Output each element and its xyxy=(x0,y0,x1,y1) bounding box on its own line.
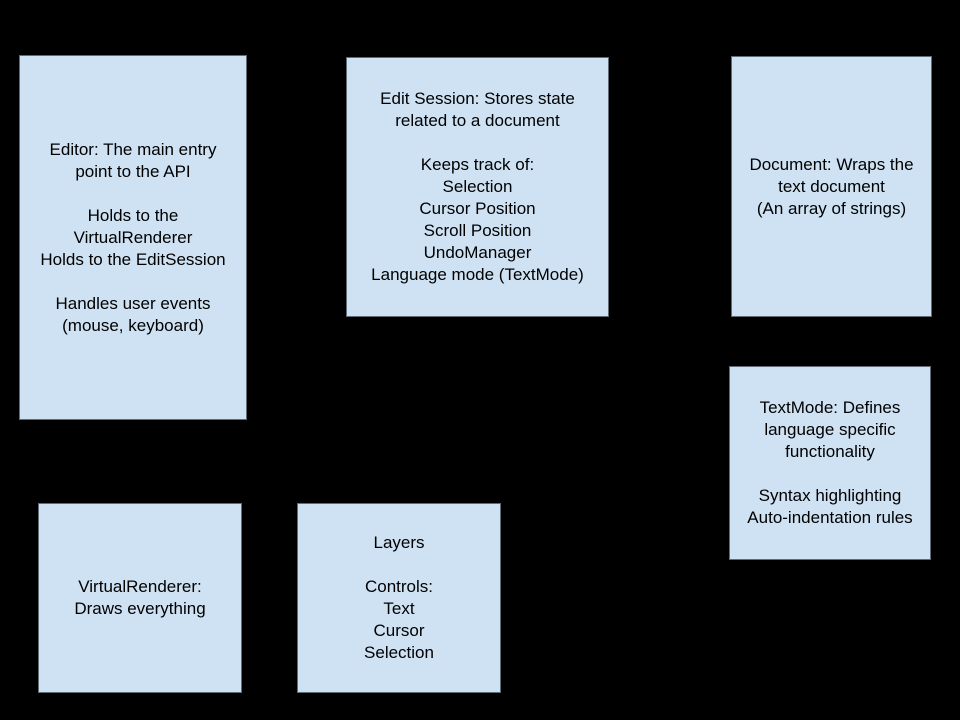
node-text-line: Auto-indentation rules xyxy=(747,508,913,527)
node-text-line: Keeps track of: xyxy=(420,155,535,174)
node-text-line: Selection xyxy=(442,177,513,196)
node-text-line: UndoManager xyxy=(423,243,532,262)
node-text-line xyxy=(347,132,608,154)
node-text-line: Handles user events xyxy=(55,293,211,313)
node-text-line: Edit Session: Stores state xyxy=(380,89,575,108)
node-text-line: Draws everything xyxy=(74,599,206,618)
node-text-line: text document xyxy=(778,176,885,196)
node-text-line: Document: Wraps the xyxy=(749,154,914,174)
node-text-line xyxy=(730,463,930,485)
node-text-line: related to a document xyxy=(395,111,560,130)
node-text-line: Syntax highlighting xyxy=(758,486,902,505)
node-text-line: functionality xyxy=(785,442,875,461)
node-text-line: Cursor Position xyxy=(419,199,536,218)
node-text-line: Cursor xyxy=(373,621,425,640)
node-text-line: language specific xyxy=(764,420,896,439)
node-text-line: point to the API xyxy=(75,161,191,181)
node-text-line xyxy=(20,271,246,293)
node-text-line xyxy=(20,183,246,205)
node-text-line: (mouse, keyboard) xyxy=(62,315,204,335)
node-text-line: Holds to the xyxy=(87,205,179,225)
node-edit-session xyxy=(346,57,609,317)
node-textmode xyxy=(729,366,931,560)
node-text-line: Selection xyxy=(364,643,434,662)
node-editor xyxy=(19,55,247,420)
node-text-line: Scroll Position xyxy=(423,221,532,240)
node-text-line: Language mode (TextMode) xyxy=(371,265,584,284)
node-layers xyxy=(297,503,501,693)
node-text-line: VirtualRenderer: xyxy=(78,577,202,596)
node-text-line: Holds to the EditSession xyxy=(40,249,226,269)
node-text-line: TextMode: Defines xyxy=(759,398,901,417)
node-document xyxy=(731,56,932,317)
node-text-line xyxy=(298,554,500,576)
node-text-line: (An array of strings) xyxy=(756,198,907,218)
node-virtual-renderer xyxy=(38,503,242,693)
node-text-line: Controls: xyxy=(364,577,434,596)
node-text-line: VirtualRenderer xyxy=(73,227,193,247)
node-text-line: Editor: The main entry xyxy=(49,139,217,159)
node-text-line: Layers xyxy=(373,533,425,552)
node-text-line: Text xyxy=(383,599,415,618)
